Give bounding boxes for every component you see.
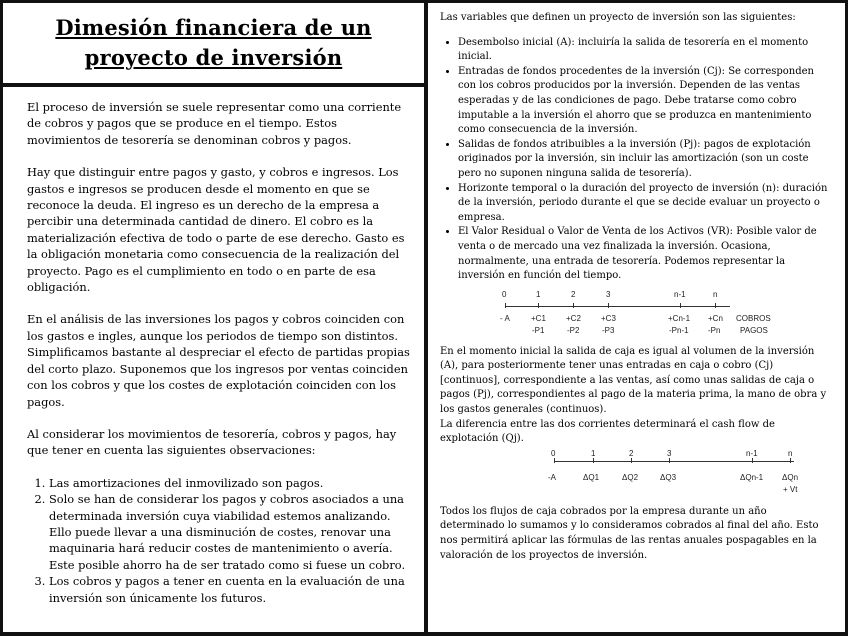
paragraph: En el momento inicial la salida de caja es igual al volumen de la inversión (A), para posteriormente tener unas entradas en caja o cobro (Cj)[continuos], correspondiente a las ventas, así como unas salidas de caja o pagos (Pj), correspondientes al pago de la materia prima, la mano de obra y los gastos generales (continuos).: [440, 345, 827, 416]
list-item: • Horizonte temporal o la duración del proyecto de inversión (n): duración de la inversión, periodo durante el que se decide evaluar un proyecto o empresa.: [458, 182, 833, 226]
pagos-label: PAGOS: [740, 325, 768, 335]
period-label: 2: [629, 448, 634, 458]
page-title: Dimesión financiera de un proyecto de inversión: [55, 15, 372, 70]
right-panel: [428, 3, 845, 632]
list-item: • Entradas de fondos procedentes de la inversión (Cj): Se corresponden con los cobros producidos por la inversión. Dependen de las ventas esperadas y de las condiciones de pago. Debe tratarse como cobro imputable a la inversión el ahorro que se produzca en mantenimiento como consecuencia de la inversión.: [458, 65, 833, 138]
list-item: 3. Los cobros y pagos a tener en cuenta en la evaluación de una inversión son únicamente los futuros.: [49, 573, 410, 606]
pago-label: -Pn-1: [669, 325, 689, 335]
tick: [573, 303, 574, 308]
pago-label: -P2: [567, 325, 580, 335]
list-item: • Desembolso inicial (A): incluiría la salida de tesorería en el momento inicial.: [458, 36, 833, 65]
paragraph: Todos los flujos de caja cobrados por la empresa durante un año determinado lo sumamos y lo consideramos cobrados al final del año. Esto nos permitirá aplicar las fórmulas de las rentas anuales pospagables en la valoración de los proyectos de inversión.: [440, 505, 819, 561]
cobro-label: - A: [500, 313, 510, 323]
cobro-label: +Cn-1: [668, 313, 691, 323]
period-label: 3: [667, 448, 672, 458]
paragraph: Hay que distinguir entre pagos y gasto, y cobros e ingresos. Los gastos e ingresos se producen desde el momento en que se reconoce la deuda. El ingreso es un derecho de la empresa a percibir una determinada cantidad de dinero. El cobro es la materialización efectiva de todo o parte de ese derecho. Gasto es la obligación monetaria como consecuencia de la realización del proyecto. Pago es el cumplimiento en todo o en parte de esa obligación.: [27, 165, 405, 295]
list-item: 2. Solo se han de considerar los pagos y cobros asociados a una determinada inversión cuya viabilidad estemos analizando. Ello puede llevar a una disminución de costes, renovar una maquinaria hará reducir costes de mantenimiento o avería. Este posible ahorro ha de ser tratado como si fuese un cobro.: [49, 491, 410, 573]
paragraph: La diferencia entre las dos corrientes determinará el cash flow de explotación (Qj).: [440, 418, 775, 445]
residual-value-label: + Vt: [783, 484, 798, 494]
cobro-label: +C2: [566, 313, 581, 323]
flow-label: ΔQ2: [622, 472, 639, 482]
cobros-pagos-timeline: [440, 288, 833, 342]
tick: [715, 303, 716, 308]
tick: [505, 303, 506, 308]
left-panel: [3, 87, 424, 632]
pago-label: -P1: [532, 325, 545, 335]
cobro-label: +C1: [531, 313, 546, 323]
flow-label: ΔQn-1: [740, 472, 764, 482]
period-label: 1: [536, 289, 541, 299]
cash-flow-timeline: [440, 447, 833, 505]
observations-list: [27, 475, 410, 606]
title-panel: [3, 3, 424, 83]
cobros-label: COBROS: [736, 313, 771, 323]
paragraph: El proceso de inversión se suele representar como una corriente de cobros y pagos que se produce en el tiempo. Estos movimientos de tesorería se denominan cobros y pagos.: [27, 100, 402, 147]
flow-label: ΔQn: [782, 472, 799, 482]
list-item: • Salidas de fondos atribuibles a la inversión (Pj): pagos de explotación originados por la inversión, sin incluir las amortización (son un coste pero no suponen ninguna salida de tesorería).: [458, 138, 833, 182]
paragraph: Al considerar los movimientos de tesorería, cobros y pagos, hay que tener en cuenta las siguientes observaciones:: [27, 426, 397, 458]
paragraph: En el análisis de las inversiones los pagos y cobros coinciden con los gastos e ingles, aunque los periodos de tiempo son distintos. Simplificamos bastante al despreciar el efecto de partidas propias del corto plazo. Suponemos que los ingresos por ventas coinciden con los cobros y que los costes de explotación coinciden con los pagos.: [27, 312, 410, 409]
list-item: • El Valor Residual o Valor de Venta de los Activos (VR): Posible valor de venta o de mercado una vez finalizada la inversión. Ocasiona, normalmente, una entrada de tesorería. Podemos representar la inversión en función del tiempo.: [458, 225, 833, 283]
pago-label: -Pn: [708, 325, 721, 335]
timeline-gap: [590, 306, 660, 307]
list-item: 1. Las amortizaciones del inmovilizado son pagos.: [49, 475, 410, 491]
period-label: 3: [606, 289, 611, 299]
tick: [680, 303, 681, 308]
period-label: 2: [571, 289, 576, 299]
period-label: 0: [502, 289, 507, 299]
timeline-gap: [685, 461, 745, 462]
intro-text: Las variables que definen un proyecto de inversión son las siguientes:: [440, 12, 796, 23]
tick: [538, 303, 539, 308]
flow-label: ΔQ1: [583, 472, 600, 482]
period-label: 1: [591, 448, 596, 458]
period-label: n: [713, 289, 718, 299]
timeline-axis: [554, 461, 794, 462]
tick: [608, 303, 609, 308]
period-label: n-1: [746, 448, 758, 458]
flow-label: ΔQ3: [660, 472, 677, 482]
period-label: n: [788, 448, 793, 458]
period-label: n-1: [674, 289, 686, 299]
flow-label: -A: [548, 472, 556, 482]
cobro-label: +C3: [601, 313, 616, 323]
period-label: 0: [551, 448, 556, 458]
pago-label: -P3: [602, 325, 615, 335]
cobro-label: +Cn: [708, 313, 723, 323]
variables-list: [440, 36, 833, 284]
